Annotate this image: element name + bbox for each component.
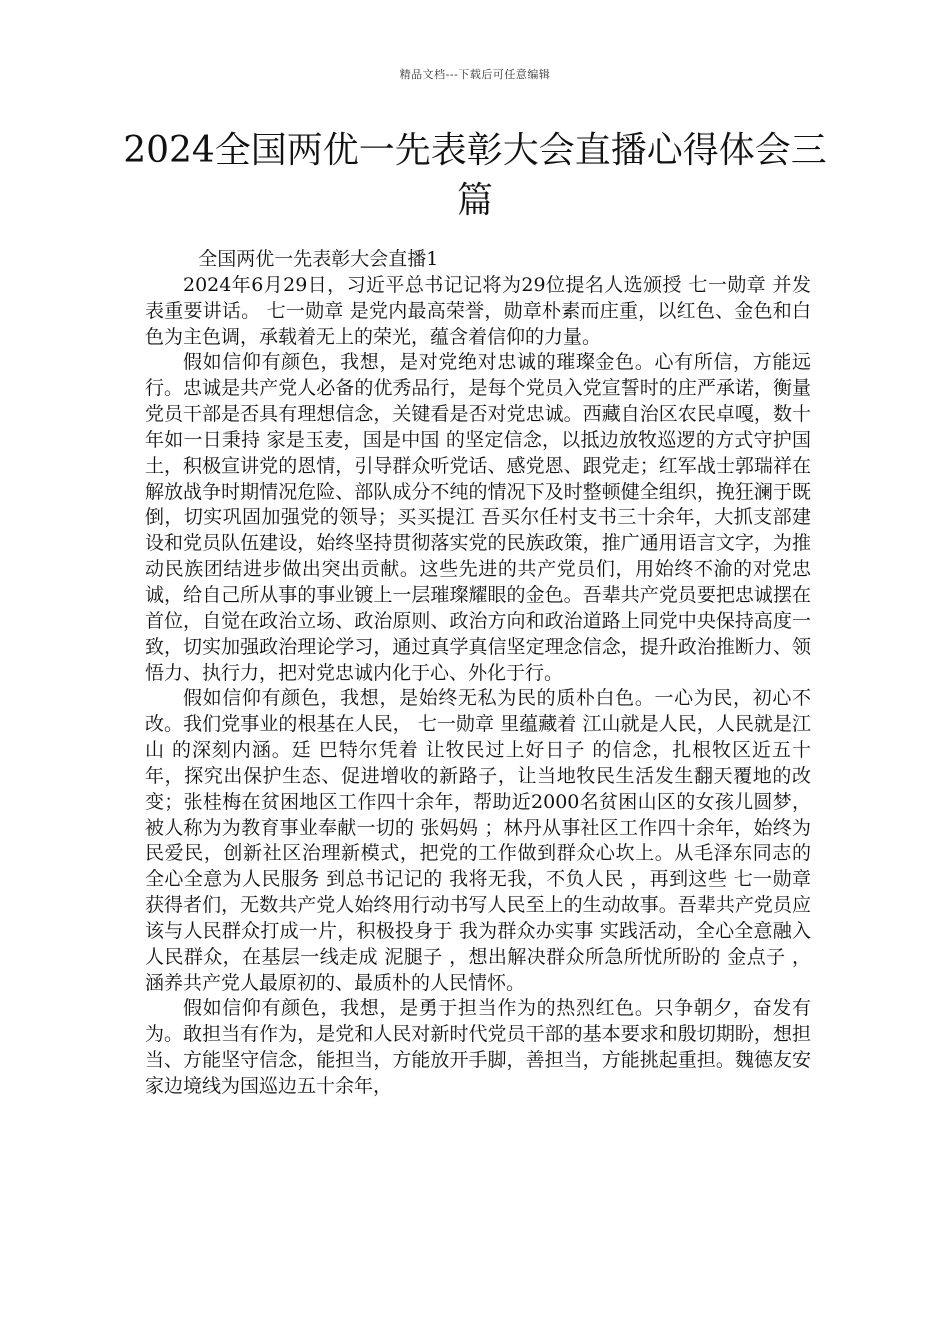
document-title: 2024全国两优一先表彰大会直播心得体会三篇 bbox=[123, 130, 827, 221]
page-header: 精品文档---下载后可任意编辑 bbox=[399, 68, 551, 81]
document-body bbox=[145, 247, 811, 1100]
section-heading: 全国两优一先表彰大会直播1 bbox=[198, 248, 439, 270]
paragraph: 假如信仰有颜色，我想，是对党绝对忠诚的璀璨金色。心有所信，方能远行。忠诚是共产党人必备的优秀品行，是每个党员入党宣誓时的庄严承诺，衡量党员干部是否具有理想信念，关键看是否对党忠诚。西藏自治区农民卓嘎，数十年如一日秉持 家是玉麦，国是中国 的坚定信念，以抵边放牧巡逻的方式守护国土，积极宣讲党的恩情，引导群众听党话、感党恩、跟党走；红军战士郭瑞祥在解放战争时期情况危险、部队成分不纯的情况下及时整顿健全组织，挽狂澜于既倒，切实巩固加强党的领导；买买提江 吾买尔任村支书三十余年，大抓支部建设和党员队伍建设，始终坚持贯彻落实党的民族政策，推广通用语言文字，为推动民族团结进步做出突出贡献。这些先进的共产党员们，用始终不渝的对党忠诚，给自己所从事的事业镀上一层璀璨耀眼的金色。吾辈共产党员要把忠诚摆在首位，自觉在政治立场、政治原则、政治方向和政治道路上同党中央保持高度一致，切实加强政治理论学习，通过真学真信坚定理念信念，提升政治推断力、领悟力、执行力，把对党忠诚内化于心、外化于行。 bbox=[145, 351, 811, 684]
paragraph: 假如信仰有颜色，我想，是勇于担当作为的热烈红色。只争朝夕，奋发有为。敢担当有作为，是党和人民对新时代党员干部的基本要求和殷切期盼，想担当、方能坚守信念，能担当，方能放开手脚，善担当，方能挑起重担。魏德友安家边境线为国巡边五十余年， bbox=[145, 997, 811, 1097]
paragraph: 假如信仰有颜色，我想，是始终无私为民的质朴白色。一心为民，初心不改。我们党事业的根基在人民， 七一勋章 里蕴藏着 江山就是人民，人民就是江山 的深刻内涵。廷 巴特尔凭着 让牧民过上好日子 的信念，扎根牧区近五十年，探究出保护生态、促进增收的新路子，让当地牧民生活发生翻天覆地的改变；张桂梅在贫困地区工作四十余年，帮助近2000名贫困山区的女孩儿圆梦，被人称为为教育事业奉献一切的 张妈妈 ；林丹从事社区工作四十余年，始终为民爱民，创新社区治理新模式，把党的工作做到群众心坎上。从毛泽东同志的 全心全意为人民服务 到总书记记的 我将无我，不负人民 ，再到这些 七一勋章 获得者们，无数共产党人始终用行动书写人民至上的生动故事。吾辈共产党员应该与人民群众打成一片，积极投身于 我为群众办实事 实践活动，全心全意融入人民群众，在基层一线走成 泥腿子 ，想出解决群众所急所忧所盼的 金点子 ，涵养共产党人最原初的、最质朴的人民情怀。 bbox=[145, 687, 811, 994]
paragraph: 2024年6月29日，习近平总书记记将为29位提名人选颁授 七一勋章 并发表重要讲话。 七一勋章 是党内最高荣誉，勋章朴素而庄重，以红色、金色和白色为主色调，承载着无上的荣光，蕴含着信仰的力量。 bbox=[145, 273, 811, 348]
